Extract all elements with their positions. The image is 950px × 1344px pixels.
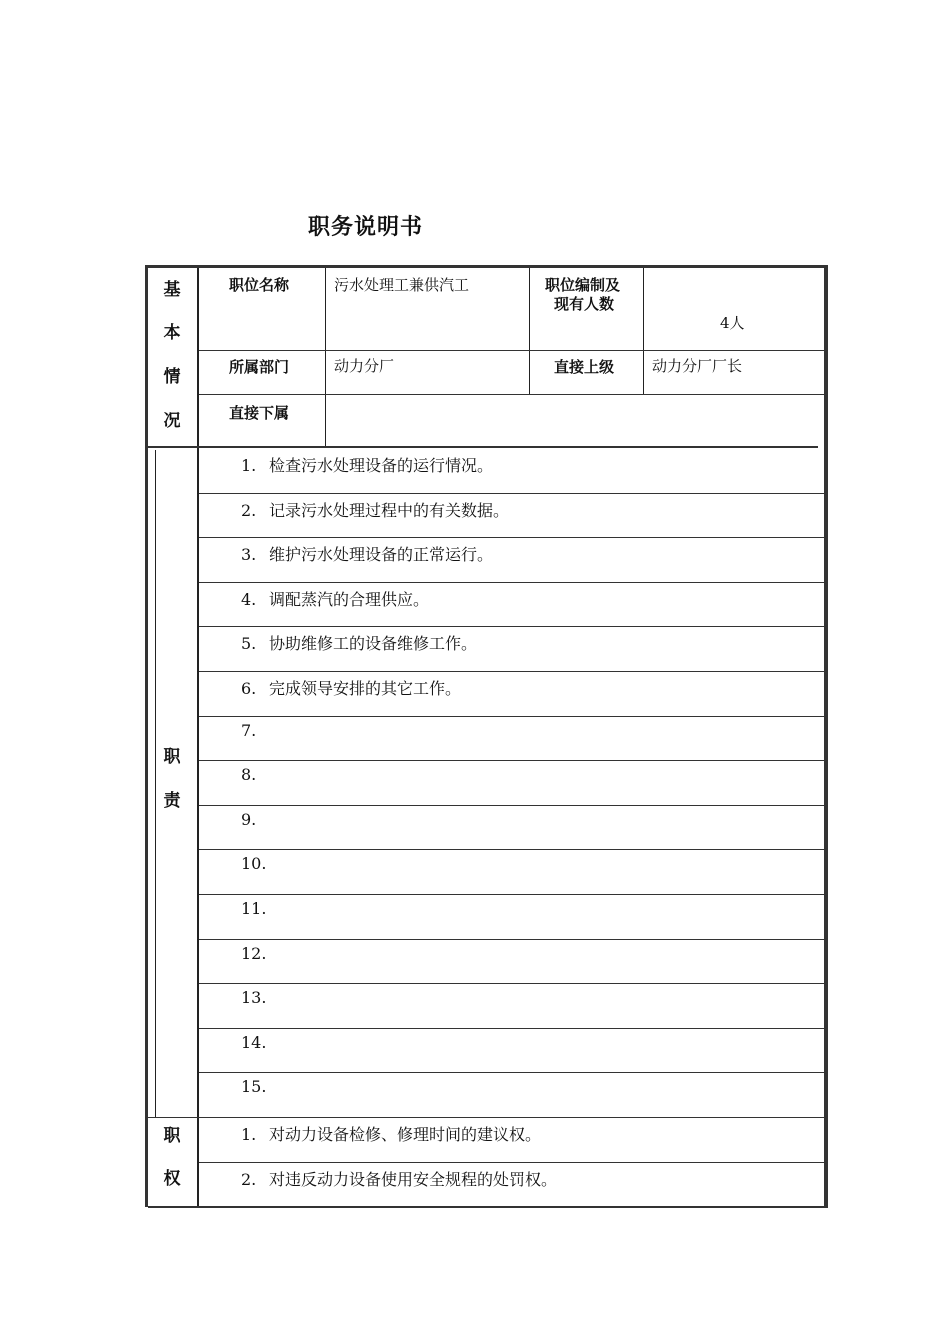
section-divider [148,446,818,448]
section-divider-left [155,450,156,1117]
duty-item-text: 记录污水处理过程中的有关数据。 [269,500,510,520]
duty-item-text: 检查污水处理设备的运行情况。 [269,456,494,475]
duty-item-number: 12. [241,943,267,963]
cell-divider [325,268,326,446]
cell-divider [643,268,644,394]
duty-item [241,810,269,829]
duty-item [241,1033,269,1052]
duty-item-number: 9. [241,809,257,829]
section-duties-char-1: 职 [163,747,181,767]
duty-item [241,1077,269,1096]
row-divider [199,493,824,494]
cell-divider [529,268,530,394]
duty-item-number: 2. [241,500,257,520]
row-divider [199,1072,824,1073]
row-divider [199,894,824,895]
duty-item-number: 13. [241,988,267,1008]
duty-item-number: 11. [241,899,267,918]
duty-item [241,944,269,963]
duty-item-number: 8. [241,765,257,785]
department-value: 动力分厂 [334,357,395,375]
position-name-value: 污水处理工兼供汽工 [334,276,470,294]
duty-item-text: 调配蒸汽的合理供应。 [269,589,430,609]
duty-item [241,765,269,784]
section-duties-char-2: 责 [163,791,181,811]
duty-item [241,453,493,476]
duty-item-number: 3. [241,545,257,565]
duty-item-number: 10. [241,854,267,874]
duty-item-number: 1. [241,456,257,475]
duty-item [241,854,269,873]
duty-item [241,631,477,654]
right-item [241,1122,541,1145]
row-divider [199,582,824,583]
supervisor-value: 动力分厂厂长 [652,357,743,375]
section-basic-char-1: 基 [163,280,181,300]
department-label: 所属部门 [229,358,290,376]
duty-item-text: 完成领导安排的其它工作。 [269,679,462,698]
duty-item-number: 15. [241,1077,267,1097]
section-basic-char-2: 本 [163,323,181,343]
duty-item [241,587,429,610]
section-rights-char-2: 权 [163,1169,181,1189]
section-divider [148,1117,824,1118]
duty-item-number: 14. [241,1032,267,1052]
right-item-number: 1. [241,1125,257,1144]
right-item [241,1167,557,1190]
row-divider [199,760,824,761]
right-item-number: 2. [241,1169,257,1189]
subordinate-label: 直接下属 [229,404,290,422]
row-divider [199,626,824,627]
section-basic-char-3: 情 [163,367,181,387]
row-divider [199,805,824,806]
right-item-text: 对违反动力设备使用安全规程的处罚权。 [269,1169,558,1189]
section-rights-char-1: 职 [163,1126,181,1146]
duty-item-number: 6. [241,679,257,698]
row-divider [199,350,824,351]
position-name-label: 职位名称 [229,276,290,294]
row-divider [199,939,824,940]
section-basic-char-4: 况 [163,411,181,431]
supervisor-label: 直接上级 [554,358,615,376]
duty-item [241,498,509,521]
headcount-label-line2: 现有人数 [554,295,615,313]
duty-item [241,542,493,565]
column-divider [197,268,199,1207]
duty-item-number: 5. [241,634,257,654]
row-divider [199,1028,824,1029]
headcount-value: 4人 [720,314,745,332]
row-divider [199,983,824,984]
row-divider [199,671,824,672]
headcount-label-line1: 职位编制及 [545,276,621,294]
row-divider [199,849,824,850]
duty-item-number: 4. [241,589,257,609]
duty-item-text: 协助维修工的设备维修工作。 [269,634,478,654]
row-divider [199,394,824,395]
duty-item-text: 维护污水处理设备的正常运行。 [269,545,494,565]
duty-item [241,721,269,740]
duty-item [241,676,461,699]
duty-item [241,899,269,918]
row-divider [199,1162,824,1163]
table-bottom [148,1206,828,1208]
row-divider [199,716,824,717]
duty-item [241,988,269,1007]
duty-item-number: 7. [241,720,257,740]
right-item-text: 对动力设备检修、修理时间的建议权。 [269,1125,542,1144]
page-title: 职务说明书 [308,215,424,240]
row-divider [199,537,824,538]
